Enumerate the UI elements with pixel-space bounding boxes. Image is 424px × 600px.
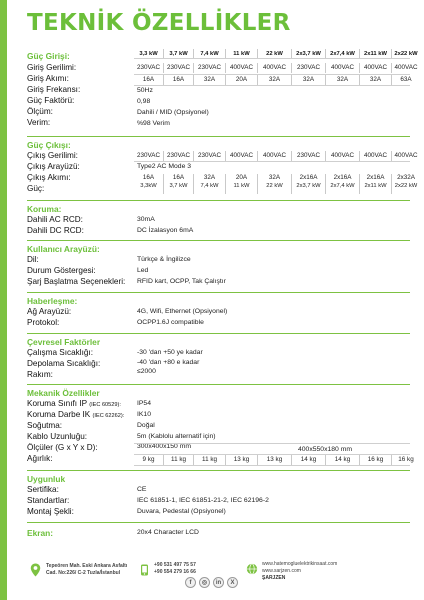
input-current-cell: 63A bbox=[400, 76, 412, 83]
label-charge-start-options: Şarj Başlatma Seçenekleri: bbox=[27, 277, 126, 286]
output-power-value: 2x11 kW bbox=[364, 183, 387, 189]
phone-number-2[interactable]: +90 554 279 16 66 bbox=[154, 569, 196, 575]
output-current-power-cell bbox=[134, 174, 164, 194]
power-rating-cell: 2x11 kW bbox=[360, 49, 392, 59]
measurement-value: Dahili / MID (Opsiyonel) bbox=[137, 109, 209, 116]
facebook-icon[interactable]: f bbox=[185, 577, 196, 588]
input-current-cell: 32A bbox=[258, 75, 292, 85]
label-dimensions: Ölçüler (G x Y x D): bbox=[27, 443, 98, 452]
input-current-cell: 32A bbox=[292, 75, 326, 85]
section-title-mechanical: Mekanik Özellikler bbox=[27, 388, 100, 398]
weight-cell: 9 kg bbox=[134, 455, 164, 465]
location-pin-icon bbox=[30, 563, 41, 582]
output-current-value: 20A bbox=[235, 174, 248, 181]
website-link-2[interactable]: www.sarjzen.com bbox=[262, 568, 301, 574]
label-dc-rcd: Dahili DC RCD: bbox=[27, 226, 84, 235]
section-title-power-output: Güç Çıkışı: bbox=[27, 140, 71, 150]
label-mounting: Montaj Şekli: bbox=[27, 507, 74, 516]
output-voltage-cell: 400VAC bbox=[226, 151, 258, 161]
operating-temperature-value: -30 'dan +50 ye kadar bbox=[137, 349, 203, 356]
output-current-value: 2x16A bbox=[333, 174, 352, 181]
section-title-display: Ekran: bbox=[27, 528, 54, 538]
section-title-protection: Koruma: bbox=[27, 204, 62, 214]
altitude-value: ≤2000 bbox=[137, 368, 156, 375]
output-power-value: 11 kW bbox=[233, 183, 250, 189]
label-input-frequency: Giriş Frekansı: bbox=[27, 85, 81, 94]
input-current-cell: 32A bbox=[194, 75, 226, 85]
label-input-current: Giriş Akımı: bbox=[27, 74, 69, 83]
section-divider bbox=[27, 240, 410, 241]
input-voltage-cell: 400VAC bbox=[394, 64, 418, 71]
label-ip-class: Koruma Sınıfı IP (IEC 60529): bbox=[27, 399, 121, 408]
row-rule bbox=[134, 465, 410, 466]
label-cooling: Soğutma: bbox=[27, 421, 63, 430]
weight-cell: 13 kg bbox=[226, 455, 258, 465]
ip-class-value: IP54 bbox=[137, 400, 151, 407]
language-value: Türkçe & İngilizce bbox=[137, 256, 191, 263]
input-voltage-cell: 230VAC bbox=[134, 63, 164, 73]
label-language: Dil: bbox=[27, 255, 39, 264]
section-title-communication: Haberleşme: bbox=[27, 296, 78, 306]
input-current-cell: 32A bbox=[360, 75, 392, 85]
efficiency-value: %98 Verim bbox=[137, 120, 170, 127]
label-protocol: Protokol: bbox=[27, 318, 60, 327]
output-power-value: 2x22 kW bbox=[394, 183, 418, 189]
output-voltage-cell: 400VAC bbox=[258, 151, 292, 161]
label-output-power: Güç: bbox=[27, 184, 45, 193]
input-voltage-cell: 230VAC bbox=[292, 63, 326, 73]
label-measurement: Ölçüm: bbox=[27, 107, 53, 116]
label-network-interface: Ağ Arayüzü: bbox=[27, 307, 72, 316]
output-current-power-cell bbox=[194, 174, 226, 194]
dimensions-double-value: 400x550x180 mm bbox=[298, 446, 353, 453]
label-ik-class: Koruma Darbe IK (IEC 62262): bbox=[27, 410, 125, 419]
output-power-value: 7,4 kW bbox=[200, 183, 219, 189]
power-rating-cell: 3,3 kW bbox=[134, 49, 164, 59]
output-voltage-cell: 230VAC bbox=[164, 151, 194, 161]
charge-start-options-value: RFID kart, OCPP, Tak Çalıştır bbox=[137, 278, 226, 285]
section-title-compliance: Uygunluk bbox=[27, 474, 66, 484]
output-voltage-cell: 400VAC bbox=[394, 152, 418, 159]
weight-cell: 14 kg bbox=[292, 455, 326, 465]
x-twitter-icon[interactable]: X bbox=[227, 577, 238, 588]
left-accent-bar bbox=[0, 0, 7, 600]
brand-name: ŞARJZEN bbox=[262, 575, 286, 581]
label-weight: Ağırlık: bbox=[27, 454, 53, 463]
weight-cell: 16 kg bbox=[398, 456, 414, 463]
output-current-value: 2x16A bbox=[366, 174, 385, 181]
output-interface-value: Type2 AC Mode 3 bbox=[137, 163, 192, 170]
label-storage-temperature: Depolama Sıcaklığı: bbox=[27, 359, 101, 368]
weight-cell: 11 kg bbox=[194, 455, 226, 465]
label-input-voltage: Giriş Gerilimi: bbox=[27, 63, 77, 72]
row-rule bbox=[134, 85, 410, 86]
row-rule bbox=[134, 161, 410, 162]
output-voltage-cell: 230VAC bbox=[292, 151, 326, 161]
output-current-power-cell bbox=[392, 174, 420, 194]
input-voltage-cell: 400VAC bbox=[360, 63, 392, 73]
label-status-indicator: Durum Göstergesi: bbox=[27, 266, 96, 275]
weight-cell: 16 kg bbox=[360, 455, 392, 465]
output-current-value: 32A bbox=[203, 174, 216, 181]
header-rule bbox=[134, 58, 410, 59]
power-rating-cell: 2x7,4 kW bbox=[326, 49, 360, 59]
row-rule bbox=[134, 443, 410, 444]
power-rating-cell: 22 kW bbox=[258, 49, 292, 59]
power-rating-cell: 2x3,7 kW bbox=[292, 49, 326, 59]
status-indicator-value: Led bbox=[137, 267, 149, 274]
label-power-factor: Güç Faktörü: bbox=[27, 96, 75, 105]
input-current-cell: 32A bbox=[326, 75, 360, 85]
section-divider bbox=[27, 470, 410, 471]
output-voltage-cell: 400VAC bbox=[360, 151, 392, 161]
label-output-interface: Çıkış Arayüzü: bbox=[27, 162, 80, 171]
input-current-cell: 16A bbox=[164, 75, 194, 85]
power-rating-cell: 2x22 kW bbox=[394, 51, 418, 57]
output-power-value: 2x7,4 kW bbox=[330, 183, 355, 189]
mounting-value: Duvara, Pedestal (Opsiyonel) bbox=[137, 508, 226, 515]
power-rating-cell: 11 kW bbox=[226, 49, 258, 59]
output-current-power-cell bbox=[292, 174, 326, 194]
output-power-value: 22 kW bbox=[266, 183, 283, 189]
display-value: 20x4 Character LCD bbox=[137, 529, 199, 536]
output-voltage-cell: 400VAC bbox=[326, 151, 360, 161]
output-power-value: 3,3kW bbox=[140, 183, 157, 189]
row-rule bbox=[134, 74, 410, 75]
address-line-2: Cad. No:226/ C-2 Tuzla/İstanbul bbox=[46, 570, 121, 576]
input-current-cell: 20A bbox=[226, 75, 258, 85]
globe-icon bbox=[246, 562, 258, 580]
label-output-current: Çıkış Akımı: bbox=[27, 173, 71, 182]
phone-icon bbox=[139, 563, 150, 581]
output-current-power-cell bbox=[326, 174, 360, 194]
weight-cell: 13 kg bbox=[258, 455, 292, 465]
section-divider bbox=[27, 136, 410, 137]
dc-rcd-value: DC İzalasyon 6mA bbox=[137, 227, 194, 234]
ac-rcd-value: 30mA bbox=[137, 216, 155, 223]
power-factor-value: 0,98 bbox=[137, 98, 151, 105]
output-current-power-cell bbox=[360, 174, 392, 194]
output-current-power-cell bbox=[164, 174, 194, 194]
input-voltage-cell: 400VAC bbox=[326, 63, 360, 73]
address-line-1: Tepeören Mah. Eski Ankara Asfaltı bbox=[46, 563, 128, 569]
linkedin-icon[interactable]: in bbox=[213, 577, 224, 588]
storage-temperature-value: -40 'dan +80 e kadar bbox=[137, 359, 200, 366]
label-operating-temperature: Çalışma Sıcaklığı: bbox=[27, 348, 93, 357]
section-divider bbox=[27, 384, 410, 385]
output-current-value: 16A bbox=[172, 174, 185, 181]
page-title: TEKNİK ÖZELLİKLER bbox=[27, 10, 291, 36]
ik-class-value: IK10 bbox=[137, 411, 151, 418]
input-voltage-cell: 230VAC bbox=[194, 63, 226, 73]
label-altitude: Rakım: bbox=[27, 370, 53, 379]
dimensions-single-value: 300x400x150 mm bbox=[137, 443, 192, 450]
output-current-value: 32A bbox=[268, 174, 281, 181]
section-divider bbox=[27, 292, 410, 293]
output-voltage-cell: 230VAC bbox=[194, 151, 226, 161]
power-rating-cell: 7,4 kW bbox=[194, 49, 226, 59]
network-interface-value: 4G, Wifi, Ethernet (Opsiyonel) bbox=[137, 308, 228, 315]
instagram-icon[interactable]: ◎ bbox=[199, 577, 210, 588]
output-current-power-cell bbox=[226, 174, 258, 194]
phone-number-1[interactable]: +90 531 497 75 57 bbox=[154, 562, 196, 568]
input-voltage-cell: 230VAC bbox=[164, 63, 194, 73]
label-cable-length: Kablo Uzunluğu: bbox=[27, 432, 88, 441]
protocol-value: OCPP1.6J compatible bbox=[137, 319, 204, 326]
section-title-environmental: Çevresel Faktörler bbox=[27, 337, 101, 347]
input-current-cell: 16A bbox=[134, 75, 164, 85]
certificate-value: CE bbox=[137, 486, 147, 493]
standards-value: IEC 61851-1, IEC 61851-21-2, IEC 62196-2 bbox=[137, 497, 269, 504]
section-divider bbox=[27, 522, 410, 523]
footer bbox=[0, 556, 424, 600]
output-current-value: 2x16A bbox=[299, 174, 318, 181]
section-divider bbox=[27, 333, 410, 334]
output-current-value: 2x32A bbox=[397, 174, 415, 181]
label-ac-rcd: Dahili AC RCD: bbox=[27, 215, 83, 224]
label-efficiency: Verim: bbox=[27, 118, 51, 127]
input-frequency-value: 50Hz bbox=[137, 87, 153, 94]
label-standards: Standartlar: bbox=[27, 496, 70, 505]
output-voltage-cell: 230VAC bbox=[134, 151, 164, 161]
cable-length-value: 5m (Kablolu alternatif için) bbox=[137, 433, 216, 440]
input-voltage-cell: 400VAC bbox=[226, 63, 258, 73]
weight-cell: 14 kg bbox=[326, 455, 360, 465]
power-rating-cell: 3,7 kW bbox=[164, 49, 194, 59]
output-current-value: 16A bbox=[142, 174, 155, 181]
output-current-power-cell bbox=[258, 174, 292, 194]
section-title-power-input: Güç Girişi: bbox=[27, 51, 70, 61]
label-output-voltage: Çıkış Gerilimi: bbox=[27, 151, 78, 160]
section-divider bbox=[27, 200, 410, 201]
section-title-user-interface: Kullanıcı Arayüzü: bbox=[27, 244, 100, 254]
output-power-value: 3,7 kW bbox=[169, 183, 188, 189]
cooling-value: Doğal bbox=[137, 422, 155, 429]
output-power-value: 2x3,7 kW bbox=[296, 183, 321, 189]
label-certificate: Sertifika: bbox=[27, 485, 59, 494]
website-link-1[interactable]: www.hatemogluelektrikinsaat.com bbox=[262, 561, 338, 567]
input-voltage-cell: 400VAC bbox=[258, 63, 292, 73]
weight-cell: 11 kg bbox=[164, 455, 194, 465]
